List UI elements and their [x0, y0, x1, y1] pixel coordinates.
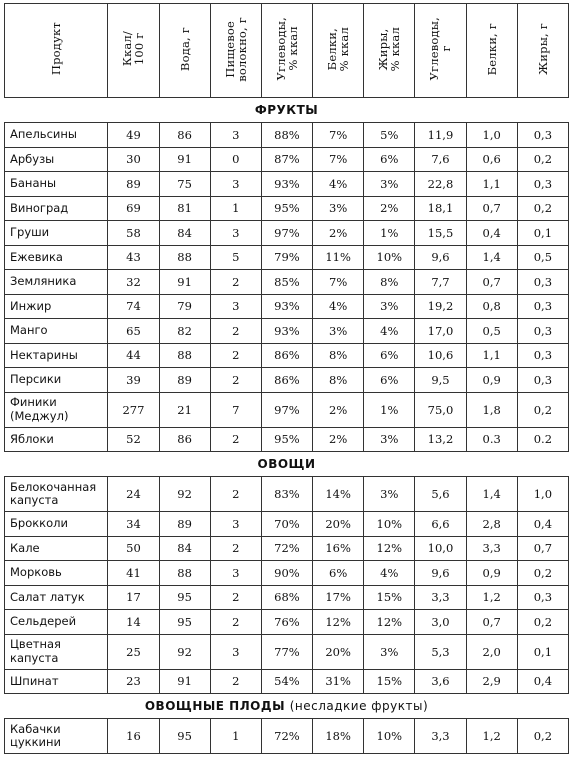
- value-cell: 89: [159, 368, 210, 393]
- value-cell: 4%: [364, 561, 415, 586]
- value-cell: 5: [210, 245, 261, 270]
- value-cell: 19,2: [415, 294, 466, 319]
- value-cell: 43: [108, 245, 159, 270]
- value-cell: 97%: [261, 392, 312, 427]
- value-cell: 39: [108, 368, 159, 393]
- value-cell: 2,9: [466, 669, 517, 694]
- value-cell: 0,4: [517, 669, 568, 694]
- value-cell: 2: [210, 585, 261, 610]
- value-cell: 0,2: [517, 561, 568, 586]
- value-cell: 3: [210, 123, 261, 148]
- table-row: [5, 368, 569, 393]
- value-cell: 86: [159, 427, 210, 452]
- value-cell: 0,8: [466, 294, 517, 319]
- product-name-cell: Белокочанная капуста: [5, 477, 108, 512]
- value-cell: 10%: [364, 245, 415, 270]
- table-row: [5, 392, 569, 427]
- product-name-cell: Бананы: [5, 172, 108, 197]
- value-cell: 0,9: [466, 561, 517, 586]
- value-cell: 2,8: [466, 512, 517, 537]
- value-cell: 16: [108, 719, 159, 754]
- value-cell: 74: [108, 294, 159, 319]
- value-cell: 2%: [313, 392, 364, 427]
- value-cell: 3%: [364, 427, 415, 452]
- table-row: [5, 294, 569, 319]
- value-cell: 1%: [364, 392, 415, 427]
- value-cell: 2%: [313, 221, 364, 246]
- table-row: [5, 147, 569, 172]
- value-cell: 12%: [364, 610, 415, 635]
- table-row: [5, 123, 569, 148]
- value-cell: 0,4: [466, 221, 517, 246]
- value-cell: 4%: [313, 172, 364, 197]
- value-cell: 0,3: [517, 343, 568, 368]
- value-cell: 1,2: [466, 719, 517, 754]
- value-cell: 92: [159, 477, 210, 512]
- value-cell: 17%: [313, 585, 364, 610]
- value-cell: 2%: [313, 427, 364, 452]
- table-row: [5, 319, 569, 344]
- value-cell: 88%: [261, 123, 312, 148]
- value-cell: 22,8: [415, 172, 466, 197]
- table-row: [5, 172, 569, 197]
- value-cell: 1: [210, 719, 261, 754]
- value-cell: 70%: [261, 512, 312, 537]
- value-cell: 88: [159, 343, 210, 368]
- value-cell: 84: [159, 221, 210, 246]
- value-cell: 6%: [313, 561, 364, 586]
- product-name-cell: Сельдерей: [5, 610, 108, 635]
- value-cell: 6%: [364, 147, 415, 172]
- value-cell: 18%: [313, 719, 364, 754]
- value-cell: 88: [159, 561, 210, 586]
- table-row: [5, 245, 569, 270]
- header-row: [5, 4, 569, 98]
- value-cell: 5%: [364, 123, 415, 148]
- value-cell: 0,3: [517, 368, 568, 393]
- value-cell: 9,6: [415, 561, 466, 586]
- value-cell: 0,3: [517, 319, 568, 344]
- value-cell: 2: [210, 343, 261, 368]
- product-name-cell: Манго: [5, 319, 108, 344]
- value-cell: 90%: [261, 561, 312, 586]
- value-cell: 76%: [261, 610, 312, 635]
- value-cell: 65: [108, 319, 159, 344]
- table-row: [5, 270, 569, 295]
- value-cell: 10%: [364, 719, 415, 754]
- value-cell: 6%: [364, 368, 415, 393]
- value-cell: 93%: [261, 172, 312, 197]
- product-name-cell: Кале: [5, 536, 108, 561]
- value-cell: 2: [210, 270, 261, 295]
- value-cell: 2: [210, 610, 261, 635]
- value-cell: 2: [210, 368, 261, 393]
- value-cell: 0,2: [517, 392, 568, 427]
- value-cell: 86%: [261, 343, 312, 368]
- value-cell: 82: [159, 319, 210, 344]
- value-cell: 93%: [261, 294, 312, 319]
- product-name-cell: Нектарины: [5, 343, 108, 368]
- value-cell: 81: [159, 196, 210, 221]
- value-cell: 0,3: [517, 294, 568, 319]
- value-cell: 95: [159, 719, 210, 754]
- value-cell: 3,0: [415, 610, 466, 635]
- value-cell: 7%: [313, 270, 364, 295]
- value-cell: 11%: [313, 245, 364, 270]
- value-cell: 89: [108, 172, 159, 197]
- value-cell: 68%: [261, 585, 312, 610]
- value-cell: 3,3: [466, 536, 517, 561]
- value-cell: 6,6: [415, 512, 466, 537]
- header-cell: Белки, % ккал: [313, 4, 364, 98]
- value-cell: 1,0: [517, 477, 568, 512]
- value-cell: 0,2: [517, 719, 568, 754]
- value-cell: 4%: [364, 319, 415, 344]
- product-name-cell: Апельсины: [5, 123, 108, 148]
- value-cell: 88: [159, 245, 210, 270]
- table-row: [5, 610, 569, 635]
- product-name-cell: Шпинат: [5, 669, 108, 694]
- value-cell: 54%: [261, 669, 312, 694]
- value-cell: 7,7: [415, 270, 466, 295]
- value-cell: 44: [108, 343, 159, 368]
- value-cell: 3%: [364, 477, 415, 512]
- value-cell: 3%: [364, 634, 415, 669]
- value-cell: 3,6: [415, 669, 466, 694]
- value-cell: 3,3: [415, 585, 466, 610]
- table-row: [5, 561, 569, 586]
- value-cell: 84: [159, 536, 210, 561]
- product-name-cell: Кабачки цуккини: [5, 719, 108, 754]
- value-cell: 69: [108, 196, 159, 221]
- value-cell: 97%: [261, 221, 312, 246]
- value-cell: 89: [159, 512, 210, 537]
- value-cell: 0,7: [466, 270, 517, 295]
- value-cell: 25: [108, 634, 159, 669]
- header-cell: Углеводы, г: [415, 4, 466, 98]
- section-header-row: [5, 98, 569, 123]
- value-cell: 8%: [313, 368, 364, 393]
- value-cell: 20%: [313, 634, 364, 669]
- header-cell: Жиры, г: [517, 4, 568, 98]
- value-cell: 12%: [313, 610, 364, 635]
- table-row: [5, 634, 569, 669]
- header-cell: Ккал/ 100 г: [108, 4, 159, 98]
- value-cell: 1,2: [466, 585, 517, 610]
- value-cell: 0,7: [466, 196, 517, 221]
- value-cell: 30: [108, 147, 159, 172]
- value-cell: 0,1: [517, 634, 568, 669]
- product-name-cell: Персики: [5, 368, 108, 393]
- value-cell: 6%: [364, 343, 415, 368]
- value-cell: 95: [159, 610, 210, 635]
- section-title-text: ОВОЩНЫЕ ПЛОДЫ: [144, 699, 285, 713]
- value-cell: 2: [210, 477, 261, 512]
- value-cell: 31%: [313, 669, 364, 694]
- value-cell: 0.2: [517, 427, 568, 452]
- value-cell: 93%: [261, 319, 312, 344]
- value-cell: 3: [210, 634, 261, 669]
- nutrition-table: [4, 3, 569, 754]
- header-cell: Белки, г: [466, 4, 517, 98]
- value-cell: 52: [108, 427, 159, 452]
- value-cell: 21: [159, 392, 210, 427]
- value-cell: 0,6: [466, 147, 517, 172]
- value-cell: 41: [108, 561, 159, 586]
- value-cell: 95: [159, 585, 210, 610]
- value-cell: 0,3: [517, 172, 568, 197]
- value-cell: 58: [108, 221, 159, 246]
- table-row: [5, 536, 569, 561]
- table-row: [5, 427, 569, 452]
- value-cell: 0,5: [517, 245, 568, 270]
- value-cell: 32: [108, 270, 159, 295]
- value-cell: 86%: [261, 368, 312, 393]
- value-cell: 10,6: [415, 343, 466, 368]
- value-cell: 11,9: [415, 123, 466, 148]
- value-cell: 277: [108, 392, 159, 427]
- value-cell: 3%: [313, 196, 364, 221]
- value-cell: 92: [159, 634, 210, 669]
- value-cell: 8%: [364, 270, 415, 295]
- product-name-cell: Виноград: [5, 196, 108, 221]
- table-row: [5, 585, 569, 610]
- value-cell: 2: [210, 427, 261, 452]
- value-cell: 3: [210, 561, 261, 586]
- value-cell: 4%: [313, 294, 364, 319]
- value-cell: 0,7: [466, 610, 517, 635]
- header-cell: Жиры, % ккал: [364, 4, 415, 98]
- value-cell: 1,4: [466, 477, 517, 512]
- value-cell: 1,4: [466, 245, 517, 270]
- table-row: [5, 719, 569, 754]
- section-title: [5, 452, 569, 477]
- value-cell: 2,0: [466, 634, 517, 669]
- product-name-cell: Брокколи: [5, 512, 108, 537]
- table-row: [5, 669, 569, 694]
- value-cell: 5,6: [415, 477, 466, 512]
- value-cell: 9,6: [415, 245, 466, 270]
- table-row: [5, 221, 569, 246]
- value-cell: 3%: [364, 172, 415, 197]
- value-cell: 79: [159, 294, 210, 319]
- value-cell: 16%: [313, 536, 364, 561]
- value-cell: 3,3: [415, 719, 466, 754]
- product-name-cell: Салат латук: [5, 585, 108, 610]
- value-cell: 8%: [313, 343, 364, 368]
- value-cell: 3%: [364, 294, 415, 319]
- value-cell: 91: [159, 270, 210, 295]
- value-cell: 0.3: [466, 427, 517, 452]
- value-cell: 1,1: [466, 343, 517, 368]
- value-cell: 0,9: [466, 368, 517, 393]
- product-name-cell: Ежевика: [5, 245, 108, 270]
- table-row: [5, 512, 569, 537]
- value-cell: 0,3: [517, 270, 568, 295]
- value-cell: 49: [108, 123, 159, 148]
- value-cell: 18,1: [415, 196, 466, 221]
- value-cell: 15,5: [415, 221, 466, 246]
- section-title-text: ОВОЩИ: [257, 457, 316, 471]
- product-name-cell: Яблоки: [5, 427, 108, 452]
- value-cell: 7,6: [415, 147, 466, 172]
- value-cell: 77%: [261, 634, 312, 669]
- value-cell: 5,3: [415, 634, 466, 669]
- value-cell: 1,0: [466, 123, 517, 148]
- value-cell: 0: [210, 147, 261, 172]
- table-row: [5, 196, 569, 221]
- section-header-row: [5, 452, 569, 477]
- value-cell: 9,5: [415, 368, 466, 393]
- value-cell: 2%: [364, 196, 415, 221]
- value-cell: 17,0: [415, 319, 466, 344]
- value-cell: 3%: [313, 319, 364, 344]
- value-cell: 10%: [364, 512, 415, 537]
- value-cell: 2: [210, 536, 261, 561]
- value-cell: 50: [108, 536, 159, 561]
- section-title-text: ФРУКТЫ: [254, 103, 319, 117]
- value-cell: 7: [210, 392, 261, 427]
- value-cell: 85%: [261, 270, 312, 295]
- value-cell: 87%: [261, 147, 312, 172]
- value-cell: 3: [210, 512, 261, 537]
- value-cell: 14%: [313, 477, 364, 512]
- value-cell: 3: [210, 294, 261, 319]
- section-title: [5, 98, 569, 123]
- section-subtitle-text: (несладкие фрукты): [289, 699, 429, 713]
- header-cell: Продукт: [5, 4, 108, 98]
- value-cell: 2: [210, 319, 261, 344]
- product-name-cell: Инжир: [5, 294, 108, 319]
- value-cell: 0,2: [517, 610, 568, 635]
- value-cell: 34: [108, 512, 159, 537]
- value-cell: 0,1: [517, 221, 568, 246]
- value-cell: 14: [108, 610, 159, 635]
- table-row: [5, 477, 569, 512]
- header-cell: Углеводы, % ккал: [261, 4, 312, 98]
- value-cell: 3: [210, 172, 261, 197]
- value-cell: 0,3: [517, 585, 568, 610]
- value-cell: 0,2: [517, 147, 568, 172]
- value-cell: 83%: [261, 477, 312, 512]
- product-name-cell: Арбузы: [5, 147, 108, 172]
- value-cell: 0,7: [517, 536, 568, 561]
- value-cell: 15%: [364, 669, 415, 694]
- value-cell: 17: [108, 585, 159, 610]
- value-cell: 2: [210, 669, 261, 694]
- product-name-cell: Земляника: [5, 270, 108, 295]
- value-cell: 7%: [313, 123, 364, 148]
- value-cell: 1%: [364, 221, 415, 246]
- table-row: [5, 343, 569, 368]
- value-cell: 75: [159, 172, 210, 197]
- value-cell: 75,0: [415, 392, 466, 427]
- value-cell: 13,2: [415, 427, 466, 452]
- value-cell: 0,4: [517, 512, 568, 537]
- section-title: [5, 694, 569, 719]
- value-cell: 15%: [364, 585, 415, 610]
- value-cell: 7%: [313, 147, 364, 172]
- value-cell: 3: [210, 221, 261, 246]
- product-name-cell: Морковь: [5, 561, 108, 586]
- value-cell: 1: [210, 196, 261, 221]
- value-cell: 79%: [261, 245, 312, 270]
- value-cell: 95%: [261, 196, 312, 221]
- value-cell: 10,0: [415, 536, 466, 561]
- header-cell: Вода, г: [159, 4, 210, 98]
- section-header-row: [5, 694, 569, 719]
- value-cell: 86: [159, 123, 210, 148]
- header-cell: Пищевое волокно, г: [210, 4, 261, 98]
- value-cell: 91: [159, 669, 210, 694]
- product-name-cell: Груши: [5, 221, 108, 246]
- value-cell: 0,3: [517, 123, 568, 148]
- value-cell: 24: [108, 477, 159, 512]
- value-cell: 0,5: [466, 319, 517, 344]
- value-cell: 1,8: [466, 392, 517, 427]
- product-name-cell: Финики (Меджул): [5, 392, 108, 427]
- value-cell: 12%: [364, 536, 415, 561]
- value-cell: 0,2: [517, 196, 568, 221]
- value-cell: 72%: [261, 719, 312, 754]
- product-name-cell: Цветная капуста: [5, 634, 108, 669]
- value-cell: 1,1: [466, 172, 517, 197]
- value-cell: 95%: [261, 427, 312, 452]
- value-cell: 72%: [261, 536, 312, 561]
- value-cell: 23: [108, 669, 159, 694]
- value-cell: 20%: [313, 512, 364, 537]
- value-cell: 91: [159, 147, 210, 172]
